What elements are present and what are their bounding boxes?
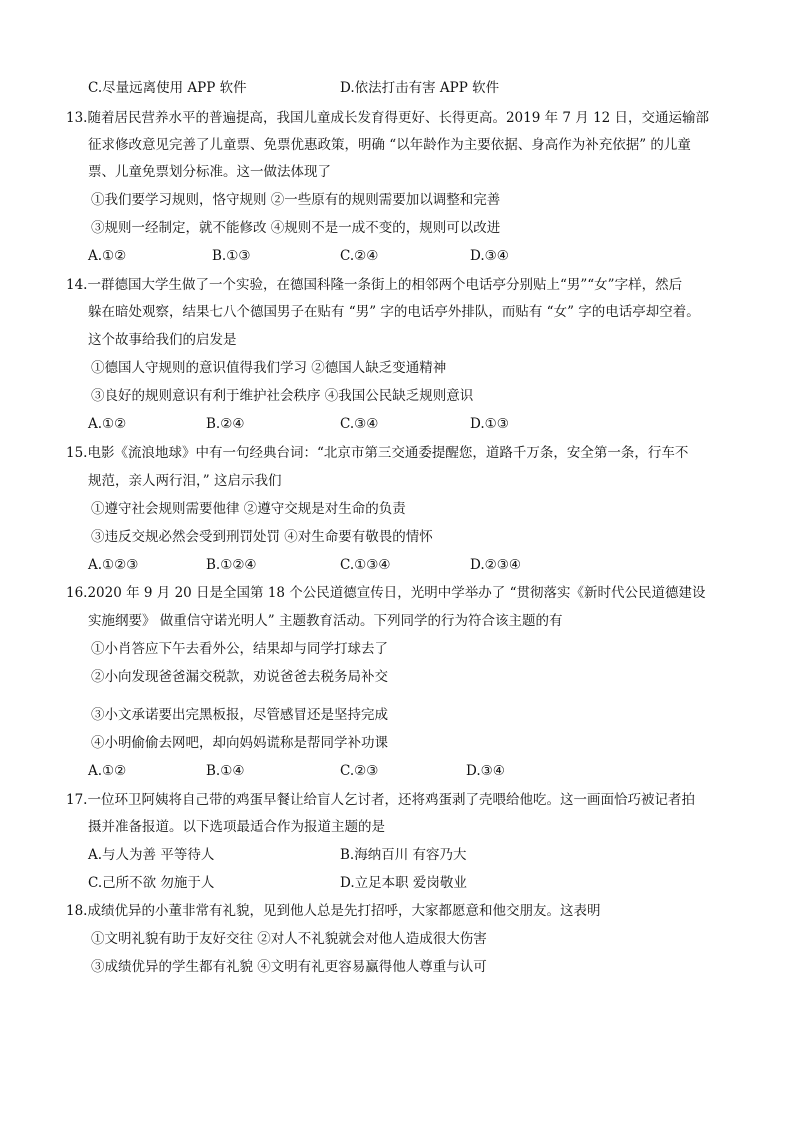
- q15-stem-line-1: 15.电影《流浪地球》中有一句经典台词：“北京市第三交通委提醒您，道路千万条，安全第一条，行车不: [66, 445, 689, 461]
- q16-option-d: D.③④: [466, 763, 505, 779]
- q17-stem-line-2: 摄并准备报道。以下选项最适合作为报道主题的是: [88, 819, 385, 835]
- q13-option-b: B.①③: [212, 248, 251, 264]
- q14-option-a: A.①②: [88, 416, 127, 432]
- q16-option-a: A.①②: [88, 763, 127, 779]
- q15-statement-1: ①遵守社会规则需要他律 ②遵守交规是对生命的负责: [91, 501, 406, 517]
- q13-option-c: C.②④: [340, 248, 379, 264]
- q16-option-b: B.①④: [206, 763, 245, 779]
- q15-statement-2: ③违反交规必然会受到刑罚处罚 ④对生命要有敬畏的情怀: [91, 529, 433, 545]
- q12-option-d: D.依法打击有害 APP 软件: [340, 80, 500, 96]
- q13-option-d: D.③④: [470, 248, 509, 264]
- q14-stem-line-2: 躲在暗处观察，结果七八个德国男子在贴有 “男” 字的电话亭外排队，而贴有 “女” 字的电话亭却空着。: [88, 304, 700, 320]
- q16-option-c: C.②③: [340, 763, 379, 779]
- q16-statement-3: ③小文承诺要出完黑板报，尽管感冒还是坚持完成: [91, 707, 388, 723]
- q17-option-c: C.己所不欲 勿施于人: [88, 875, 215, 891]
- q12-option-c: C.尽量远离使用 APP 软件: [88, 80, 247, 96]
- q13-stem-line-1: 13.随着居民营养水平的普遍提高，我国儿童成长发育得更好、长得更高。2019 年 7 月 12 日，交通运输部: [66, 110, 710, 126]
- q14-statement-2: ③良好的规则意识有利于维护社会秩序 ④我国公民缺乏规则意识: [91, 388, 474, 404]
- q13-statement-2: ③规则一经制定，就不能修改 ④规则不是一成不变的，规则可以改进: [91, 220, 501, 236]
- q15-option-d: D.②③④: [470, 557, 521, 573]
- q13-stem-line-2: 征求修改意见完善了儿童票、免票优惠政策，明确 “以年龄作为主要依据、身高作为补充依据” 的儿童: [88, 137, 691, 153]
- q14-statement-1: ①德国人守规则的意识值得我们学习 ②德国人缺乏变通精神: [91, 360, 447, 376]
- q15-stem-line-2: 规范，亲人两行泪，” 这启示我们: [88, 473, 282, 489]
- q18-statement-2: ③成绩优异的学生都有礼貌 ④文明有礼更容易赢得他人尊重与认可: [91, 959, 487, 975]
- q17-option-b: B.海纳百川 有容乃大: [340, 847, 467, 863]
- q14-stem-line-3: 这个故事给我们的启发是: [88, 332, 237, 348]
- q14-stem-line-1: 14.一群德国大学生做了一个实验，在德国科隆一条街上的相邻两个电话亭分别贴上“男”“女”字样，然后: [66, 277, 683, 293]
- q14-option-c: C.③④: [340, 416, 379, 432]
- q13-statement-1: ①我们要学习规则，恪守规则 ②一些原有的规则需要加以调整和完善: [91, 192, 501, 208]
- q17-option-a: A.与人为善 平等待人: [88, 847, 215, 863]
- q16-stem-line-2: 实施纲要》 做重信守诺光明人” 主题教育活动。下列同学的行为符合该主题的有: [88, 613, 563, 629]
- q15-option-a: A.①②③: [88, 557, 139, 573]
- q14-option-d: D.①③: [470, 416, 509, 432]
- q17-option-d: D.立足本职 爱岗敬业: [340, 875, 467, 891]
- q16-statement-1: ①小肖答应下午去看外公，结果却与同学打球去了: [91, 641, 388, 657]
- q13-stem-line-3: 票、儿童免票划分标准。这一做法体现了: [88, 164, 331, 180]
- q18-statement-1: ①文明礼貌有助于友好交往 ②对人不礼貌就会对他人造成很大伤害: [91, 931, 487, 947]
- q17-stem-line-1: 17.一位环卫阿姨将自己带的鸡蛋早餐让给盲人乞讨者，还将鸡蛋剥了壳喂给他吃。这一画面恰巧被记者拍: [66, 792, 695, 808]
- q15-option-b: B.①②④: [206, 557, 257, 573]
- q16-stem-line-1: 16.2020 年 9 月 20 日是全国第 18 个公民道德宣传日，光明中学举办了 “贯彻落实《新时代公民道德建设: [66, 585, 706, 601]
- q14-option-b: B.②④: [206, 416, 245, 432]
- q16-statement-4: ④小明偷偷去网吧，却向妈妈谎称是帮同学补功课: [91, 735, 388, 751]
- q15-option-c: C.①③④: [340, 557, 391, 573]
- q13-option-a: A.①②: [88, 248, 127, 264]
- q16-statement-2: ②小向发现爸爸漏交税款，劝说爸爸去税务局补交: [91, 669, 388, 685]
- q18-stem-line-1: 18.成绩优异的小董非常有礼貌，见到他人总是先打招呼，大家都愿意和他交朋友。这表明: [66, 903, 601, 919]
